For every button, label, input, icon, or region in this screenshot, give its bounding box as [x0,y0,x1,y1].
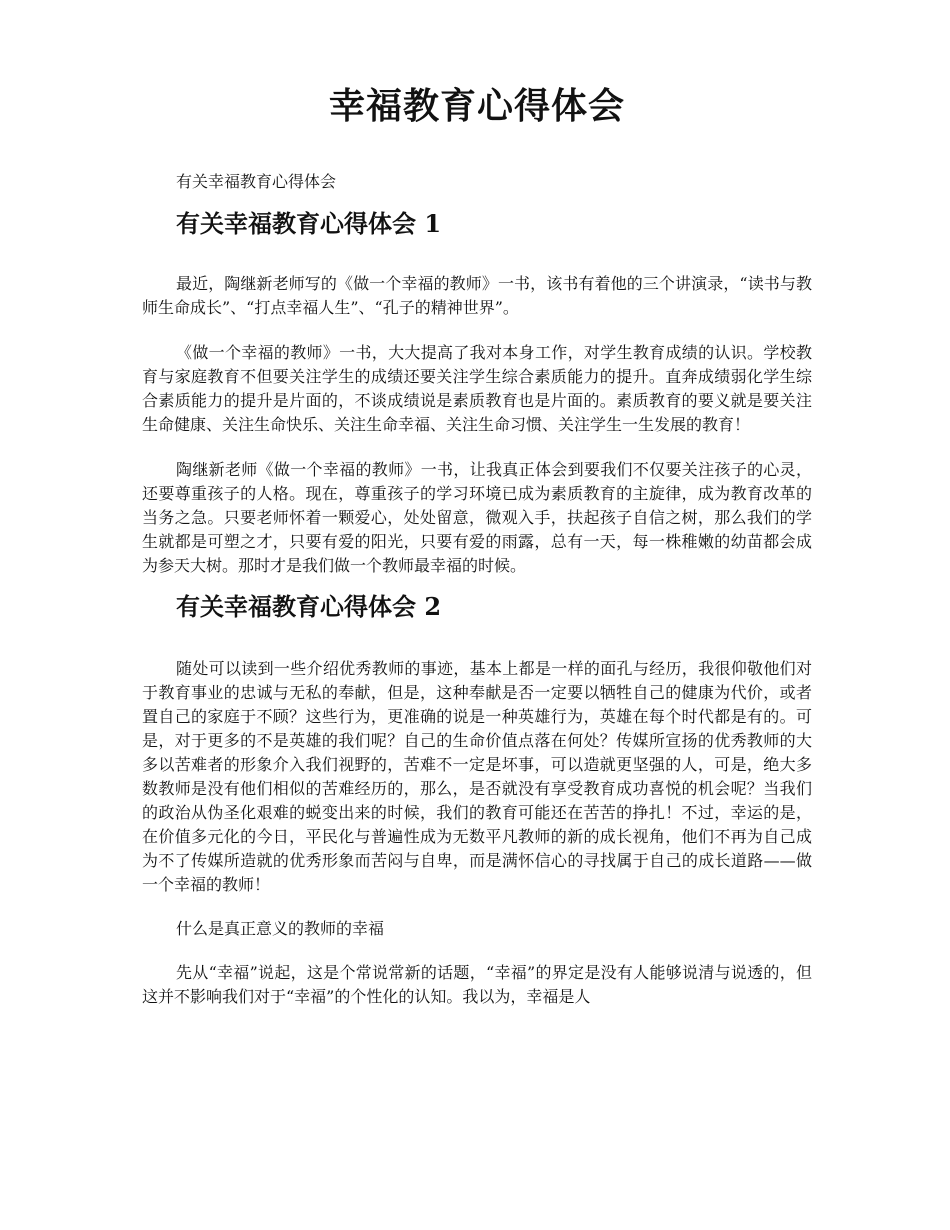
section-1 [142,207,812,578]
document-title: 幸福教育心得体会 [328,85,625,127]
paragraph: 《做一个幸福的教师》一书，大大提高了我对本身工作，对学生教育成绩的认识。学校教育与家庭教育不但要关注学生的成绩还要关注学生综合素质能力的提升。直奔成绩弱化学生综合素质能力的提升是片面的，不谈成绩说是素质教育也是片面的。素质教育的要义就是要关注生命健康、关注生命快乐、关注生命幸福、关注生命习惯、关注学生一生发展的教育！ [142,343,812,434]
paragraph: 陶继新老师《做一个幸福的教师》一书，让我真正体会到要我们不仅要关注孩子的心灵，还要尊重孩子的人格。现在，尊重孩子的学习环境已成为素质教育的主旋律，成为教育改革的当务之急。只要老师怀着一颗爱心，处处留意，微观入手，扶起孩子自信之树，那么我们的学生就都是可塑之才，只要有爱的阳光，只要有爱的雨露，总有一天，每一株稚嫩的幼苗都会成为参天大树。那时才是我们做一个教师最幸福的时候。 [142,460,812,575]
section-2 [142,590,812,1009]
document-subtitle: 有关幸福教育心得体会 [176,172,337,191]
section-heading: 有关幸福教育心得体会 1 [176,209,442,238]
section-heading: 有关幸福教育心得体会 2 [176,592,442,621]
paragraph: 什么是真正意义的教师的幸福 [176,919,385,938]
document-page [142,0,812,1009]
paragraph: 最近，陶继新老师写的《做一个幸福的教师》一书，该书有着他的三个讲演录，“读书与教师生命成长”、“打点幸福人生”、“孔子的精神世界”。 [142,274,812,317]
paragraph: 随处可以读到一些介绍优秀教师的事迹，基本上都是一样的面孔与经历，我很仰敬他们对于教育事业的忠诚与无私的奉献，但是，这种奉献是否一定要以牺牲自己的健康为代价，或者置自己的家庭于不顾？这些行为，更准确的说是一种英雄行为，英雄在每个时代都是有的。可是，对于更多的不是英雄的我们呢？自己的生命价值点落在何处？传媒所宣扬的优秀教师的大多以苦难者的形象介入我们视野的，苦难不一定是坏事，可以造就更坚强的人，可是，绝大多数教师是没有他们相似的苦难经历的，那么，是否就没有享受教育成功喜悦的机会呢？当我们的政治从伪圣化艰难的蜕变出来的时候，我们的教育可能还在苦苦的挣扎！不过，幸运的是，在价值多元化的今日，平民化与普遍性成为无数平凡教师的新的成长视角，他们不再为自己成为不了传媒所造就的优秀形象而苦闷与自卑，而是满怀信心的寻找属于自己的成长道路——做一个幸福的教师！ [142,659,812,894]
paragraph: 先从“幸福”说起，这是个常说常新的话题，“幸福”的界定是没有人能够说清与说透的，但这并不影响我们对于“幸福”的个性化的认知。我以为，幸福是人 [142,963,812,1006]
